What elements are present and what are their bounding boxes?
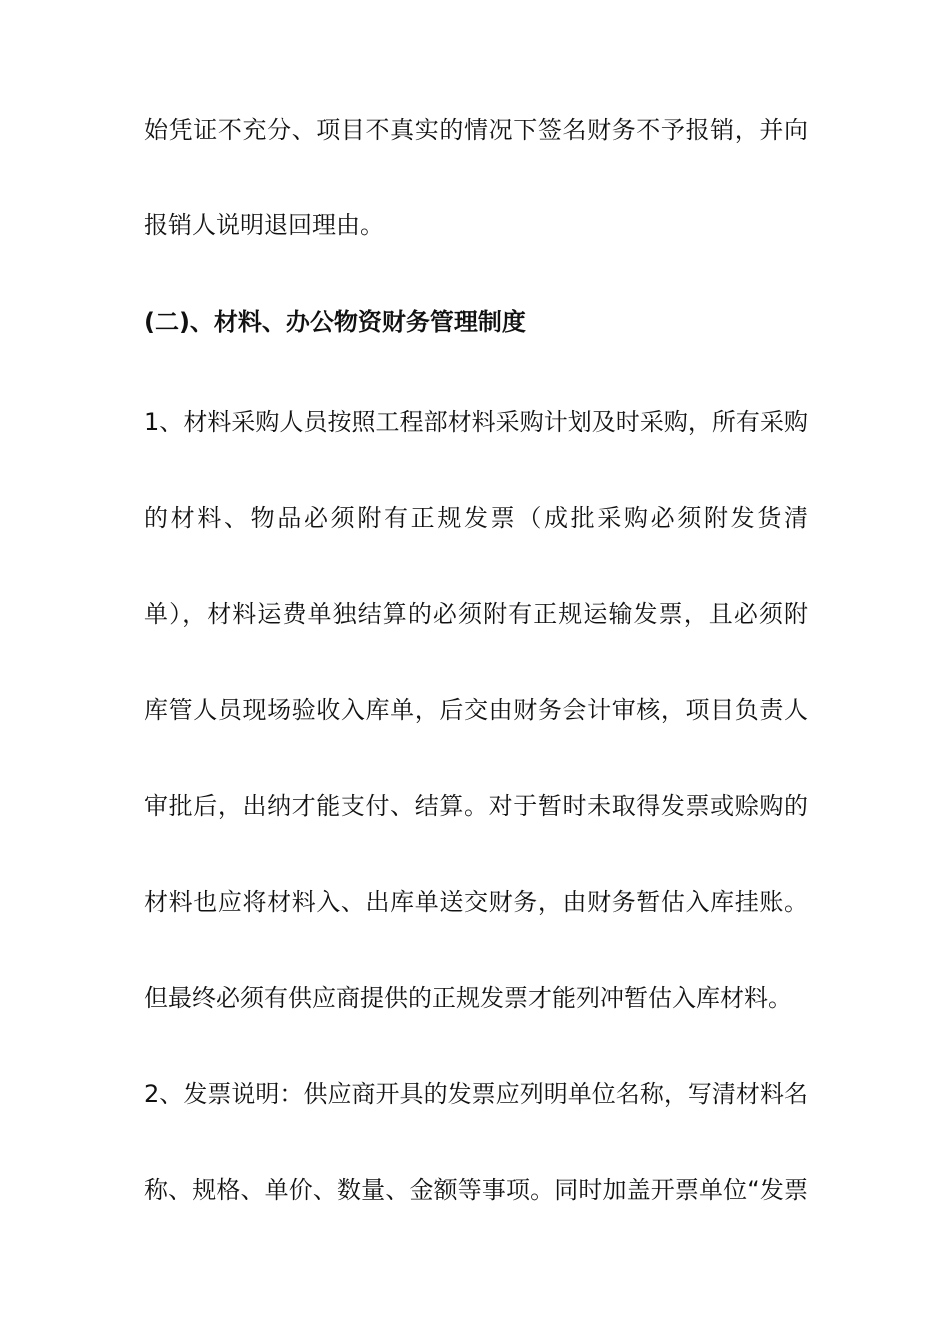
paragraph-2-line-4: 库管人员现场验收入库单，后交由财务会计审核，项目负责人	[144, 696, 808, 724]
section-heading: (二)、材料、办公物资财务管理制度	[144, 308, 526, 336]
paragraph-2-line-2: 的材料、物品必须附有正规发票（成批采购必须附发货清	[144, 504, 808, 532]
paragraph-2-line-5: 审批后，出纳才能支付、结算。对于暂时未取得发票或赊购的	[144, 792, 808, 820]
paragraph-1-line-2: 报销人说明退回理由。	[144, 211, 384, 239]
paragraph-2-line-7: 但最终必须有供应商提供的正规发票才能列冲暂估入库材料。	[144, 984, 792, 1012]
paragraph-3-line-2: 称、规格、单价、数量、金额等事项。同时加盖开票单位“发票	[144, 1176, 808, 1204]
paragraph-2-line-1: 1、材料采购人员按照工程部材料采购计划及时采购，所有采购	[144, 408, 808, 436]
paragraph-3-line-1: 2、发票说明：供应商开具的发票应列明单位名称，写清材料名	[144, 1080, 808, 1108]
paragraph-2-line-6: 材料也应将材料入、出库单送交财务，由财务暂估入库挂账。	[144, 888, 808, 916]
paragraph-1-line-1: 始凭证不充分、项目不真实的情况下签名财务不予报销，并向	[144, 116, 808, 144]
paragraph-2-line-3: 单），材料运费单独结算的必须附有正规运输发票，且必须附	[144, 600, 808, 628]
